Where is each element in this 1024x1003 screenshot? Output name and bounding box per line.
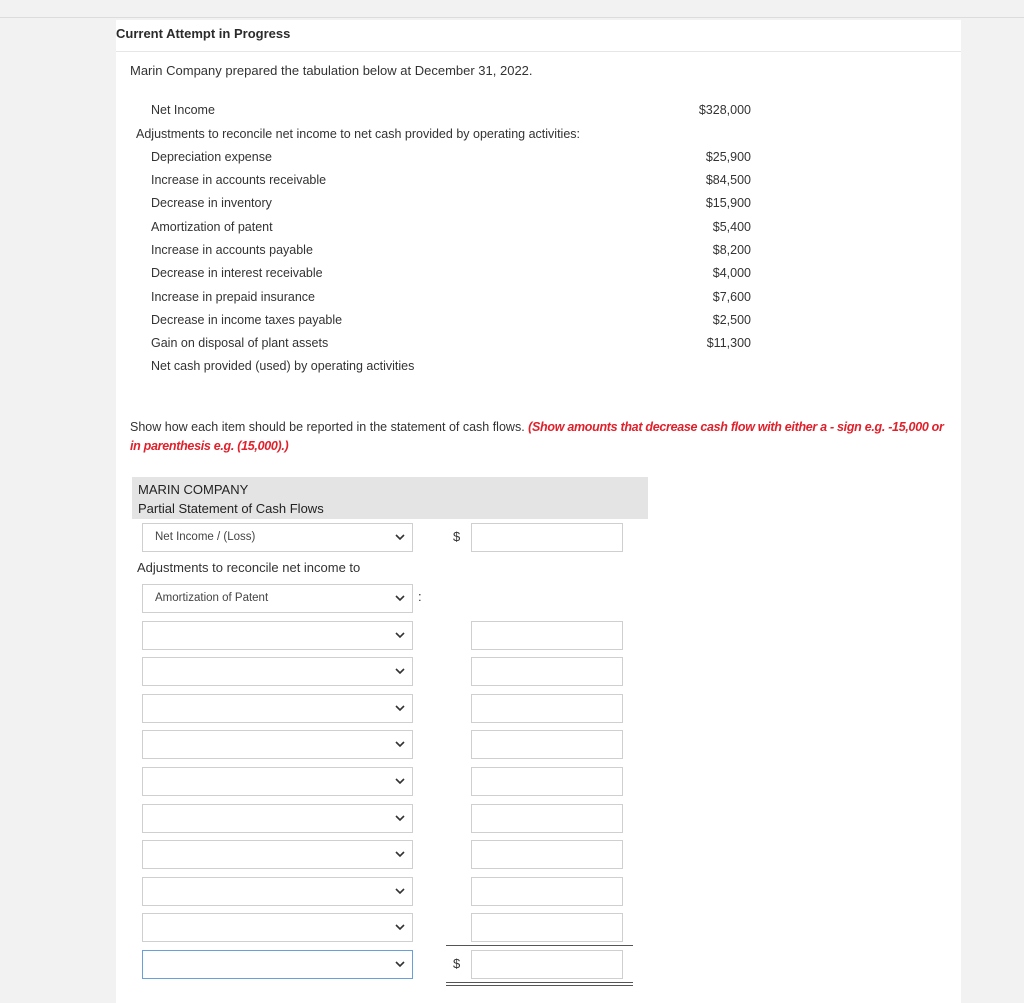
item-label: Amortization of patent — [151, 220, 273, 234]
adjustment-amount-input[interactable] — [471, 804, 623, 833]
total-double-rule — [446, 982, 633, 983]
adjustment-amount-input[interactable] — [471, 840, 623, 869]
chevron-down-icon — [394, 812, 406, 824]
net-income-row — [136, 103, 751, 123]
adjustment-amount-input[interactable] — [471, 767, 623, 796]
chevron-down-icon — [394, 629, 406, 641]
adjustment-select[interactable] — [142, 877, 413, 906]
net-income-label: Net Income — [151, 103, 215, 117]
item-amount: $5,400 — [712, 220, 751, 234]
adjustment-select[interactable] — [142, 621, 413, 650]
item-label: Gain on disposal of plant assets — [151, 336, 329, 350]
adjustment-amount-input[interactable] — [471, 694, 623, 723]
chevron-down-icon — [394, 531, 406, 543]
adjustment-amount-input[interactable] — [471, 913, 623, 942]
item-amount: $11,300 — [706, 336, 751, 350]
tabulation-item — [136, 313, 751, 333]
adjustment-amount-input[interactable] — [471, 877, 623, 906]
divider — [116, 51, 961, 52]
adjustment-heading-select[interactable] — [142, 584, 413, 613]
item-label: Increase in accounts payable — [151, 243, 313, 257]
statement-header — [132, 477, 648, 519]
tabulation-item — [136, 196, 751, 216]
item-label: Depreciation expense — [151, 150, 272, 164]
tabulation-item — [136, 150, 751, 170]
adjustment-amount-input[interactable] — [471, 621, 623, 650]
item-label: Decrease in income taxes payable — [151, 313, 343, 327]
item-amount: $84,500 — [705, 173, 751, 187]
chevron-down-icon — [394, 848, 406, 860]
select-value: Net Income / (Loss) — [155, 531, 256, 543]
chevron-down-icon — [394, 738, 406, 750]
item-amount: $8,200 — [712, 243, 751, 257]
item-label: Decrease in interest receivable — [151, 266, 323, 280]
instructions-note: (Show amounts that decrease cash flow with either a - sign e.g. -15,000 or in parenthesis e.g. (15,000).) — [130, 420, 944, 453]
tabulation-item — [136, 243, 751, 263]
total-double-rule — [446, 985, 633, 986]
subtotal-rule — [446, 945, 633, 946]
instructions-text: Show how each item should be reported in the statement of cash flows. — [130, 420, 525, 434]
net-cash-row — [136, 359, 736, 379]
company-name: MARIN COMPANY — [138, 482, 249, 497]
colon: : — [418, 589, 422, 604]
adjustments-label: Adjustments to reconcile net income to — [137, 560, 361, 575]
adjustment-select[interactable] — [142, 657, 413, 686]
adjustment-amount-input[interactable] — [471, 657, 623, 686]
item-label: Decrease in inventory — [151, 196, 272, 210]
item-amount: $25,900 — [705, 150, 751, 164]
total-amount-input[interactable] — [471, 950, 623, 979]
item-label: Increase in prepaid insurance — [151, 290, 315, 304]
net-income-amount: $328,000 — [698, 103, 751, 117]
chevron-down-icon — [394, 958, 406, 970]
chevron-down-icon — [394, 775, 406, 787]
adjustment-select[interactable] — [142, 840, 413, 869]
instructions — [130, 418, 950, 456]
statement-title: Partial Statement of Cash Flows — [138, 501, 324, 516]
chevron-down-icon — [394, 921, 406, 933]
chevron-down-icon — [394, 592, 406, 604]
tabulation-item — [136, 220, 751, 240]
adjustment-amount-input[interactable] — [471, 730, 623, 759]
adjustment-select[interactable] — [142, 694, 413, 723]
net-income-amount-input[interactable] — [471, 523, 623, 552]
chevron-down-icon — [394, 885, 406, 897]
tabulation-item — [136, 290, 751, 310]
item-amount: $7,600 — [712, 290, 751, 304]
adjustment-select[interactable] — [142, 804, 413, 833]
dollar-sign: $ — [453, 956, 461, 971]
tabulation-item — [136, 336, 751, 356]
top-bar — [0, 0, 1024, 18]
item-label: Increase in accounts receivable — [151, 173, 327, 187]
adjustment-select[interactable] — [142, 913, 413, 942]
total-select[interactable] — [142, 950, 413, 979]
attempt-title: Current Attempt in Progress — [116, 26, 291, 41]
question-card — [116, 20, 961, 1003]
select-value: Amortization of Patent — [155, 592, 269, 604]
adjustments-heading-row — [136, 127, 736, 147]
adjustments-heading: Adjustments to reconcile net income to net cash provided by operating activities: — [136, 127, 580, 141]
item-amount: $15,900 — [705, 196, 751, 210]
adjustment-select[interactable] — [142, 730, 413, 759]
net-income-select[interactable] — [142, 523, 413, 552]
adjustment-select[interactable] — [142, 767, 413, 796]
item-amount: $4,000 — [712, 266, 751, 280]
tabulation-item — [136, 173, 751, 193]
dollar-sign: $ — [453, 529, 461, 544]
item-amount: $2,500 — [712, 313, 751, 327]
problem-intro: Marin Company prepared the tabulation below at December 31, 2022. — [130, 63, 533, 78]
chevron-down-icon — [394, 702, 406, 714]
net-cash-label: Net cash provided (used) by operating activities — [151, 359, 415, 373]
tabulation-item — [136, 266, 751, 286]
chevron-down-icon — [394, 665, 406, 677]
